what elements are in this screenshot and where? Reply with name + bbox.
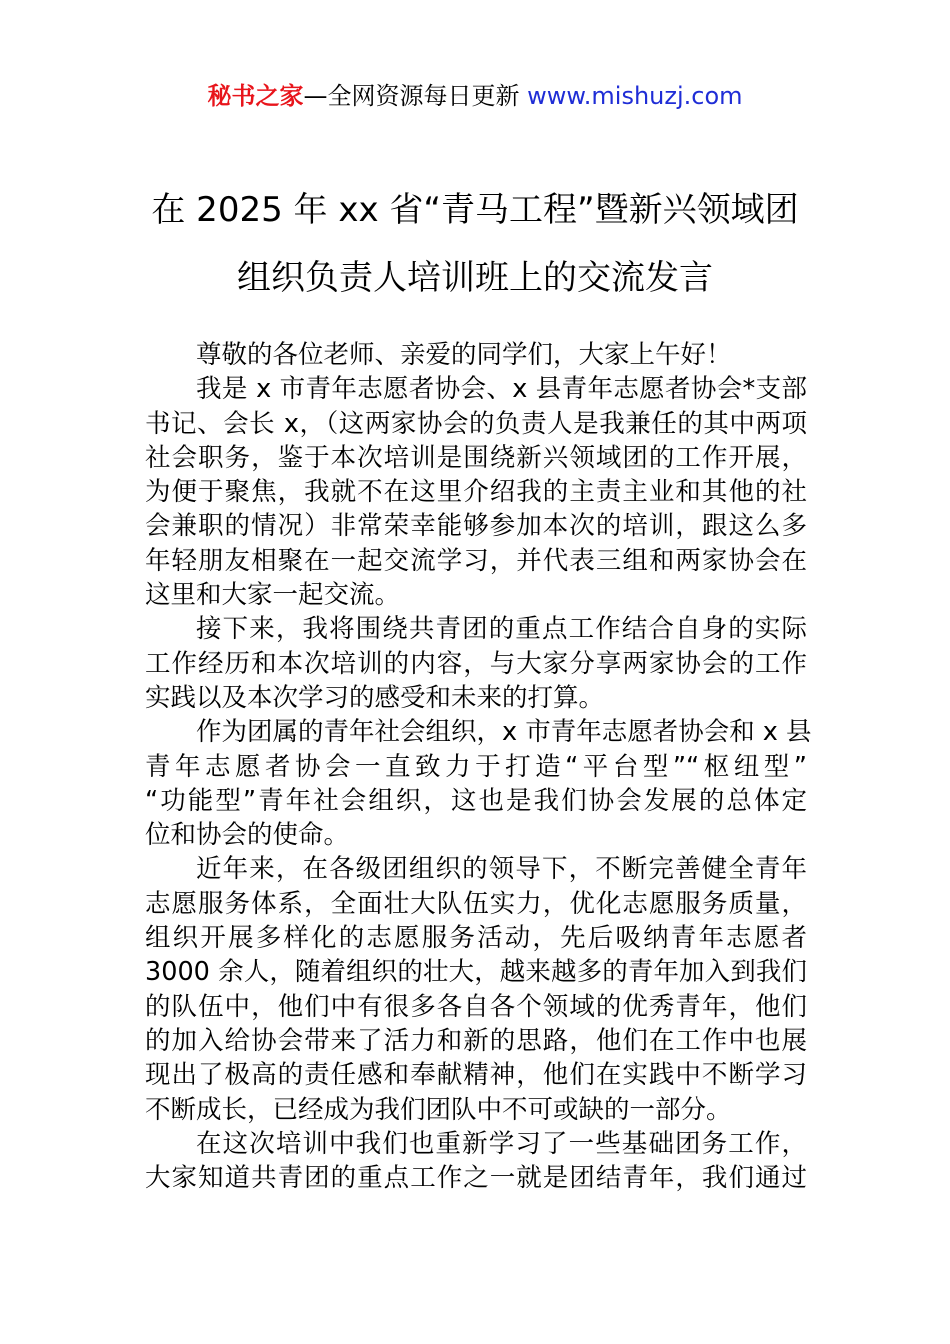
title-line: 在 2025 年 xx 省“青马工程”暨新兴领域团 — [151, 190, 799, 230]
document-body — [145, 338, 812, 1195]
body-text-line: 大家知道共青团的重点工作之一就是团结青年，我们通过 — [145, 1163, 807, 1194]
body-text-line: 在这次培训中我们也重新学习了一些基础团务工作， — [196, 1128, 807, 1159]
body-text-line: 青年志愿者协会一直致力于打造“平台型”“枢纽型” — [145, 751, 807, 782]
body-text-line: 社会职务，鉴于本次培训是围绕新兴领域团的工作开展， — [145, 442, 807, 473]
body-text-line: 的加入给协会带来了活力和新的思路，他们在工作中也展 — [145, 1025, 807, 1056]
body-text-line: “功能型”青年社会组织，这也是我们协会发展的总体定 — [145, 785, 807, 816]
body-text-line: 作为团属的青年社会组织，x 市青年志愿者协会和 x 县 — [196, 717, 812, 748]
body-text-line: 为便于聚焦，我就不在这里介绍我的主责主业和其他的社 — [145, 477, 807, 508]
body-text-line: 会兼职的情况）非常荣幸能够参加本次的培训，跟这么多 — [145, 511, 807, 542]
brand-name: 秘书之家 — [207, 82, 304, 110]
body-text-line: 这里和大家一起交流。 — [145, 580, 401, 611]
body-text-line: 不断成长，已经成为我们团队中不可或缺的一部分。 — [145, 1094, 732, 1125]
site-header — [0, 80, 950, 112]
body-text-line: 现出了极高的责任感和奉献精神，他们在实践中不断学习 — [145, 1060, 807, 1091]
body-text-line: 志愿服务体系，全面壮大队伍实力，优化志愿服务质量， — [145, 888, 807, 919]
body-text-line: 书记、会长 x，（这两家协会的负责人是我兼任的其中两项 — [145, 408, 807, 439]
body-text-line: 的队伍中，他们中有很多各自各个领域的优秀青年，他们 — [145, 991, 807, 1022]
body-text-line: 组织开展多样化的志愿服务活动，先后吸纳青年志愿者 — [145, 923, 807, 954]
body-text-line: 尊敬的各位老师、亲爱的同学们，大家上午好！ — [196, 340, 732, 370]
title-line: 组织负责人培训班上的交流发言 — [237, 258, 713, 298]
body-text-line: 3000 余人，随着组织的壮大，越来越多的青年加入到我们 — [145, 957, 807, 988]
body-text-line: 位和协会的使命。 — [145, 820, 350, 851]
header-tagline: —全网资源每日更新 — [303, 82, 528, 110]
body-text-line: 年轻朋友相聚在一起交流学习，并代表三组和两家协会在 — [145, 545, 807, 576]
body-text-line: 接下来，我将围绕共青团的重点工作结合自身的实际 — [196, 614, 807, 645]
document-title — [130, 176, 820, 312]
body-text-line: 实践以及本次学习的感受和未来的打算。 — [145, 682, 605, 713]
body-text-line: 近年来，在各级团组织的领导下，不断完善健全青年 — [196, 854, 807, 885]
body-text-line: 工作经历和本次培训的内容，与大家分享两家协会的工作 — [145, 648, 807, 679]
site-url-link[interactable]: www.mishuzj.com — [527, 82, 743, 110]
body-text-line: 我是 x 市青年志愿者协会、x 县青年志愿者协会*支部 — [196, 374, 807, 405]
